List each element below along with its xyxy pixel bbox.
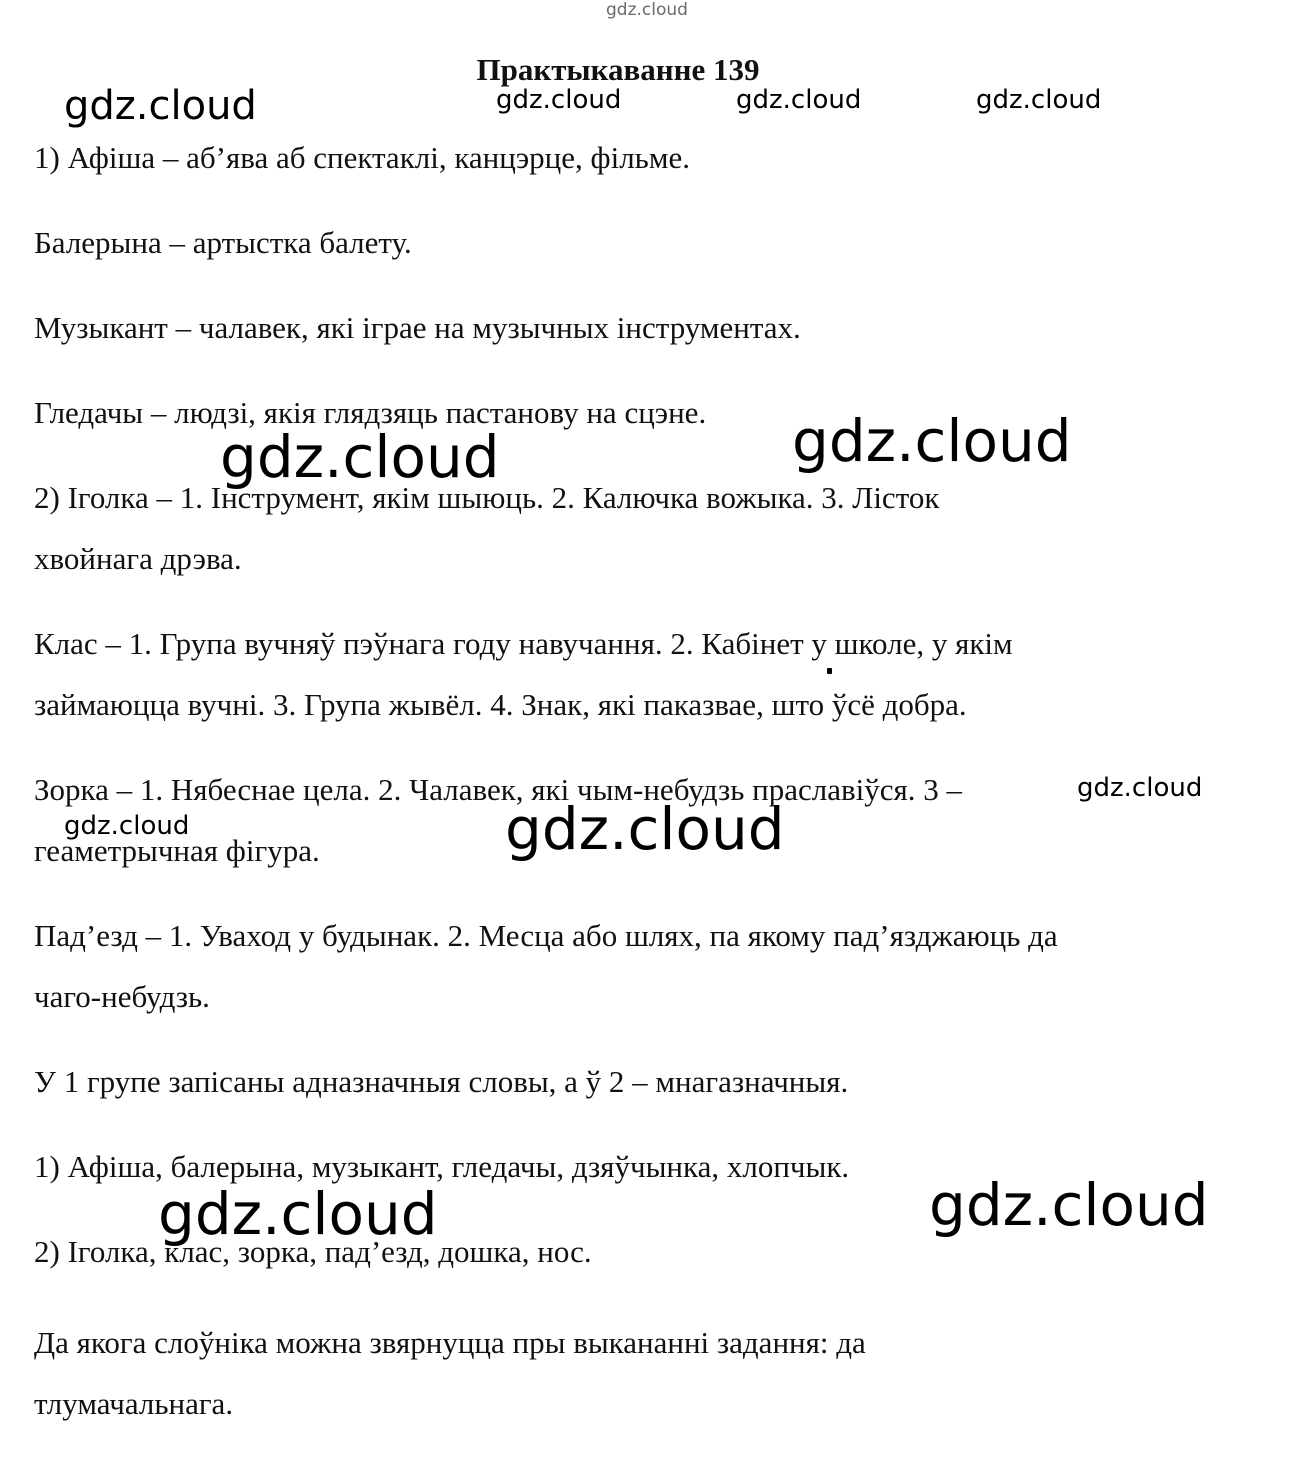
watermark: gdz.cloud bbox=[976, 85, 1102, 115]
watermark: gdz.cloud bbox=[158, 1180, 438, 1248]
text-line: Пад’езд – 1. Уваход у будынак. 2. Месца або шлях, па якому пад’язджаюць да bbox=[34, 918, 1058, 953]
watermark: gdz.cloud bbox=[929, 1171, 1209, 1239]
watermark: gdz.cloud bbox=[606, 0, 688, 20]
text-line: займаюцца вучні. 3. Група жывёл. 4. Знак, які паказвае, што ўсё добра. bbox=[34, 687, 967, 722]
text-line: Да якога слоўніка можна звярнуцца пры выкананні задання: да bbox=[34, 1325, 866, 1360]
watermark: gdz.cloud bbox=[64, 83, 257, 129]
text-line: У 1 групе запісаны адназначныя словы, а ў 2 – мнагазначныя. bbox=[34, 1064, 849, 1099]
text-line: хвойнага дрэва. bbox=[34, 541, 242, 576]
text-line: тлумачальнага. bbox=[34, 1386, 234, 1421]
watermark: gdz.cloud bbox=[220, 423, 500, 491]
text-line: Музыкант – чалавек, які іграе на музычных інструментах. bbox=[34, 310, 801, 345]
text-line: Клас – 1. Група вучняў пэўнага году навучання. 2. Кабінет у школе, у якім bbox=[34, 626, 1013, 661]
text-line: Гледачы – людзі, якія глядзяць пастанову на сцэне. bbox=[34, 395, 707, 430]
text-line: геаметрычная фігура. bbox=[34, 833, 320, 868]
text-line: чаго-небудзь. bbox=[34, 979, 210, 1014]
text-line: 2) Іголка, клас, зорка, пад’езд, дошка, нос. bbox=[34, 1234, 592, 1269]
text-line: 1) Афіша – аб’ява аб спектаклі, канцэрце, фільме. bbox=[34, 140, 690, 175]
watermark: gdz.cloud bbox=[505, 795, 785, 863]
watermark: gdz.cloud bbox=[736, 85, 862, 115]
page-title: Практыкаванне 139 bbox=[476, 52, 760, 87]
text-line: 1) Афіша, балерына, музыкант, гледачы, дзяўчынка, хлопчык. bbox=[34, 1149, 850, 1184]
watermark: gdz.cloud bbox=[792, 407, 1072, 475]
watermark: gdz.cloud bbox=[64, 811, 190, 841]
text-line: 2) Іголка – 1. Інструмент, якім шыюць. 2. Калючка вожыка. 3. Лісток bbox=[34, 480, 940, 515]
text-line: Балерына – артыстка балету. bbox=[34, 225, 412, 260]
watermark: gdz.cloud bbox=[496, 85, 622, 115]
stray-mark bbox=[827, 668, 832, 674]
text-line: Зорка – 1. Нябеснае цела. 2. Чалавек, які чым-небудзь праславіўся. 3 – bbox=[34, 772, 962, 807]
watermark: gdz.cloud bbox=[1077, 773, 1203, 803]
